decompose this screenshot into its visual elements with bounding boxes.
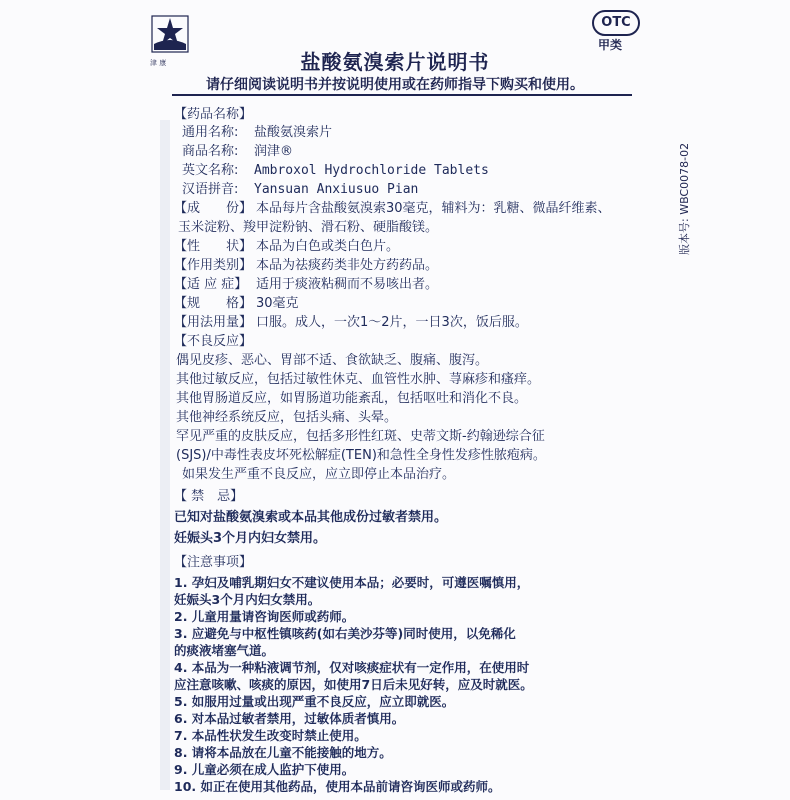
precaution-line: 妊娠头3个月内妇女禁用。 xyxy=(174,592,321,607)
precaution-line: 2. 儿童用量请咨询医师或药师。 xyxy=(174,609,355,624)
precaution-line: 5. 如服用过量或出现严重不良反应，应立即就医。 xyxy=(174,694,455,709)
precaution-line: 6. 对本品过敏者禁用，过敏体质者慎用。 xyxy=(174,711,405,726)
page-subtitle: 请仔细阅读说明书并按说明使用或在药师指导下购买和使用。 xyxy=(206,77,584,93)
left-margin-band xyxy=(160,120,170,790)
precaution-line: 4. 本品为一种粘液调节剂，仅对咳痰症状有一定作用，在使用时 xyxy=(174,660,530,675)
category-label: 【作用类别】 xyxy=(174,258,253,273)
adverse-line: 其他胃肠道反应，如胃肠道功能紊乱，包括呕吐和消化不良。 xyxy=(176,391,528,406)
adverse-line: 其他神经系统反应，包括头痛、头晕。 xyxy=(176,410,398,425)
precaution-line-overflow: 9. 儿童必须在成人监护下使用。 xyxy=(174,762,355,777)
precaution-line-overflow: 10. 如正在使用其他药品，使用本品前请咨询医师或药师。 xyxy=(174,779,501,794)
otc-badge: OTC xyxy=(592,10,640,36)
composition-label: 【成 份】 xyxy=(174,201,253,216)
logo-caption: 津 康 xyxy=(150,59,167,67)
spec-value: 30毫克 xyxy=(256,296,299,311)
precaution-line: 1. 孕妇及哺乳期妇女不建议使用本品；必要时，可遵医嘱慎用， xyxy=(174,575,530,590)
trade-name-value: 润津® xyxy=(254,144,294,159)
generic-name-value: 盐酸氨溴索片 xyxy=(254,125,333,140)
appearance-value: 本品为白色或类白色片。 xyxy=(256,239,400,254)
precaution-line: 7. 本品性状发生改变时禁止使用。 xyxy=(174,728,367,743)
pinyin-value: Yansuan Anxiusuo Pian xyxy=(254,182,419,197)
adverse-line: (SJS)/中毒性表皮坏死松解症(TEN)和急性全身性发疹性脓疱病。 xyxy=(176,448,546,463)
pinyin-label: 汉语拼音: xyxy=(182,182,239,197)
category-value: 本品为祛痰药类非处方药药品。 xyxy=(256,258,439,273)
indication-value: 适用于痰液粘稠而不易咳出者。 xyxy=(256,277,439,292)
precaution-line: 8. 请将本品放在儿童不能接触的地方。 xyxy=(174,745,392,760)
composition-value-line2: 玉米淀粉、羧甲淀粉钠、滑石粉、硬脂酸镁。 xyxy=(178,220,439,235)
composition-value-line1: 本品每片含盐酸氨溴索30毫克，辅料为：乳糖、微晶纤维素、 xyxy=(256,201,611,216)
generic-name-label: 通用名称: xyxy=(182,125,239,140)
version-number: 版本号: WBC0078-02 xyxy=(678,142,691,255)
title-divider xyxy=(172,94,632,96)
adverse-line: 偶见皮疹、恶心、胃部不适、食欲缺乏、腹痛、腹泻。 xyxy=(176,353,489,368)
adverse-line: 如果发生严重不良反应，应立即停止本品治疗。 xyxy=(182,467,456,482)
contraindication-line: 已知对盐酸氨溴索或本品其他成份过敏者禁用。 xyxy=(174,510,448,525)
dosage-value: 口服。成人，一次1～2片，一日3次，饭后服。 xyxy=(256,315,528,330)
english-name-label: 英文名称: xyxy=(182,163,239,178)
indication-label: 【适 应 症】 xyxy=(174,277,248,292)
otc-category-label: 甲类 xyxy=(598,38,623,52)
adverse-line: 罕见严重的皮肤反应，包括多形性红斑、史蒂文斯-约翰逊综合征 xyxy=(176,429,545,444)
adverse-line: 其他过敏反应，包括过敏性休克、血管性水肿、荨麻疹和瘙痒。 xyxy=(176,372,541,387)
spec-label: 【规 格】 xyxy=(174,296,253,311)
trade-name-label: 商品名称: xyxy=(182,144,239,159)
page-title: 盐酸氨溴索片说明书 xyxy=(300,50,490,74)
section-header-precautions: 【注意事项】 xyxy=(174,555,253,570)
english-name-value: Ambroxol Hydrochloride Tablets xyxy=(254,163,489,178)
precaution-line: 的痰液堵塞气道。 xyxy=(174,643,275,658)
section-header-adverse: 【不良反应】 xyxy=(174,334,253,349)
section-header-contraindications: 【 禁 忌】 xyxy=(174,489,244,504)
precaution-line: 应注意咳嗽、咳痰的原因，如使用7日后未见好转，应及时就医。 xyxy=(174,677,533,692)
section-header-drug-name: 【药品名称】 xyxy=(174,107,253,122)
contraindication-line: 妊娠头3个月内妇女禁用。 xyxy=(174,531,327,546)
precaution-line: 3. 应避免与中枢性镇咳药(如右美沙芬等)同时使用，以免稀化 xyxy=(174,626,516,641)
dosage-label: 【用法用量】 xyxy=(174,315,253,330)
appearance-label: 【性 状】 xyxy=(174,239,253,254)
